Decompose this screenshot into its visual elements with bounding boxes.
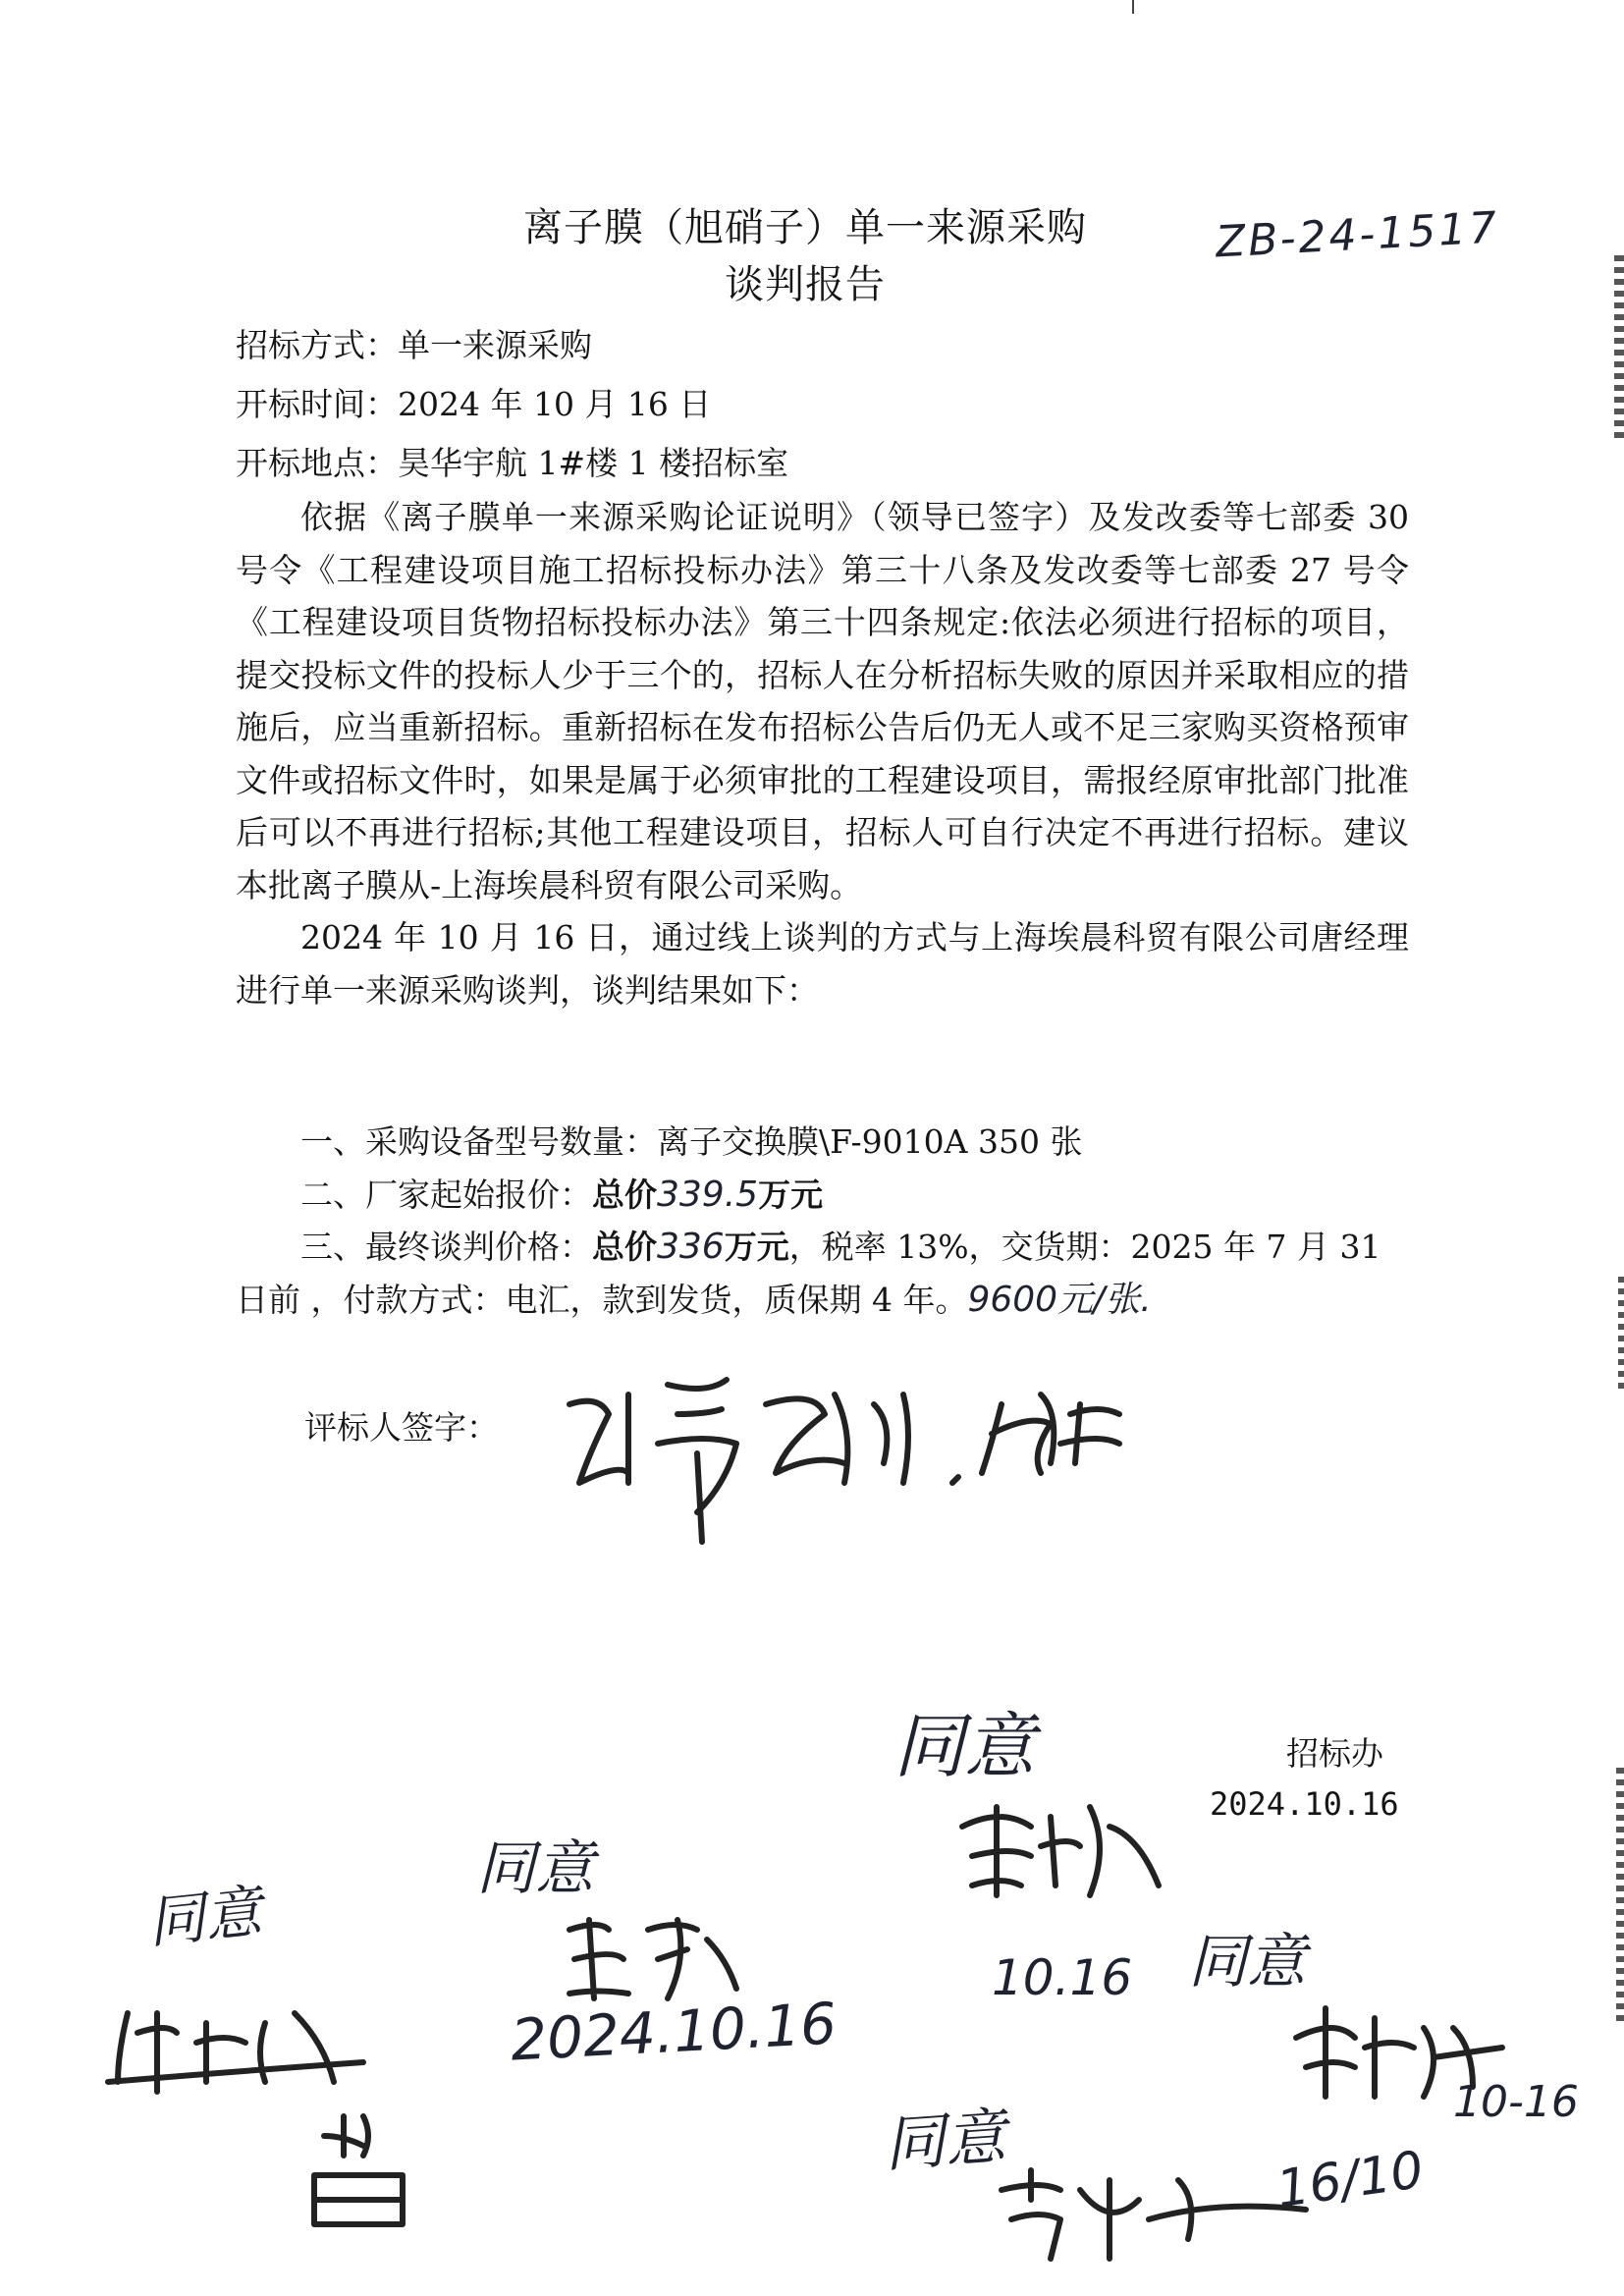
scan-edge-mark: [1618, 1277, 1624, 1394]
item3-terms: ，税率 13%，交货期：2025 年 7 月 31 日前 ，付款方式：电汇，款到发货，质保期 4 年。: [236, 1228, 1381, 1319]
scan-edge-mark: [1616, 1768, 1624, 2023]
approval-text: 同意: [476, 1834, 594, 1903]
approval-signature-3: [1286, 1998, 1512, 2106]
item2-unit: 万元: [758, 1175, 824, 1214]
approval-date: 10-16: [1453, 2077, 1579, 2127]
paragraph-basis: 依据《离子膜单一来源采购论证说明》（领导已签字）及发改委等七部委 30 号令《工程建设项目施工招标投标办法》第三十八条及发改委等七部委 27 号令《工程建设项目货物招标投标办法》第三十四条规定:依法必须进行招标的项目，提交投标文件的投标人少于三个的，招标人在分析招标失败的原因并采取相应的措施后，应当重新招标。重新招标在发布招标公告后仍无人或不足三家购买资格预审文件或招标文件时，如果是属于必须审批的工程建设项目，需报经原审批部门批准后可以不再进行招标;其他工程建设项目，招标人可自行决定不再进行招标。建议本批离子膜从-上海埃晨科贸有限公司采购。: [236, 498, 1409, 904]
scan-tick-mark: [1132, 0, 1134, 14]
document-title: 离子膜（旭硝子）单一来源采购: [523, 205, 1087, 250]
item2-label: 二、厂家起始报价：: [300, 1175, 592, 1214]
bid-place: 开标地点：昊华宇航 1#楼 1 楼招标室: [236, 444, 789, 482]
document-body: [236, 491, 1409, 1016]
item2-total-label: 总价: [592, 1175, 657, 1214]
approval-signature-1: [952, 1787, 1168, 1905]
item3-label: 三、最终谈判价格：: [300, 1228, 592, 1266]
item3-total-label: 总价: [592, 1228, 657, 1266]
approval-text: 同意: [893, 1705, 1036, 1787]
item2-handwritten-price: 339.5: [657, 1174, 759, 1215]
result-item-1: 一、采购设备型号数量：离子交换膜\F-9010A 350 张: [300, 1122, 1083, 1161]
bid-office-date: 2024.10.16: [1210, 1785, 1399, 1823]
approval-text: 同意: [881, 2100, 1008, 2181]
handwritten-doc-code: ZB-24-1517: [1214, 202, 1501, 268]
bid-time: 开标时间：2024 年 10 月 16 日: [236, 385, 712, 423]
approval-text: 同意: [1188, 1928, 1306, 1996]
approval-signature-5: [304, 2106, 422, 2234]
approval-signature-2: [560, 1900, 746, 2008]
item3-handwritten-unit-price: 9600元/张.: [967, 1279, 1152, 1320]
bid-method: 招标方式：单一来源采购: [236, 326, 592, 364]
item3-unit: 万元: [724, 1228, 789, 1266]
scan-edge-mark: [1614, 255, 1624, 442]
approval-text: 同意: [144, 1878, 265, 1956]
bid-office-name: 招标办: [1286, 1734, 1383, 1773]
reviewer-signature-2: [943, 1375, 1139, 1503]
negotiation-results: [236, 1116, 1409, 1326]
approval-date: 10.16: [992, 1949, 1133, 2006]
approval-date: 16/10: [1272, 2140, 1428, 2220]
approval-signature-4: [98, 1994, 373, 2111]
reviewer-signature-1: [550, 1365, 962, 1552]
approval-date: 2024.10.16: [509, 1990, 839, 2074]
reviewer-signature-label: 评标人签字：: [304, 1408, 499, 1447]
result-item-3: [236, 1221, 1409, 1326]
document-subtitle: 谈判报告: [725, 262, 886, 307]
paragraph-negotiation: 2024 年 10 月 16 日，通过线上谈判的方式与上海埃晨科贸有限公司唐经理进行单一来源采购谈判，谈判结果如下：: [236, 918, 1409, 1010]
result-item-2: [236, 1169, 1409, 1222]
item3-handwritten-price: 336: [657, 1227, 725, 1267]
approval-signature-6: [992, 2160, 1316, 2269]
